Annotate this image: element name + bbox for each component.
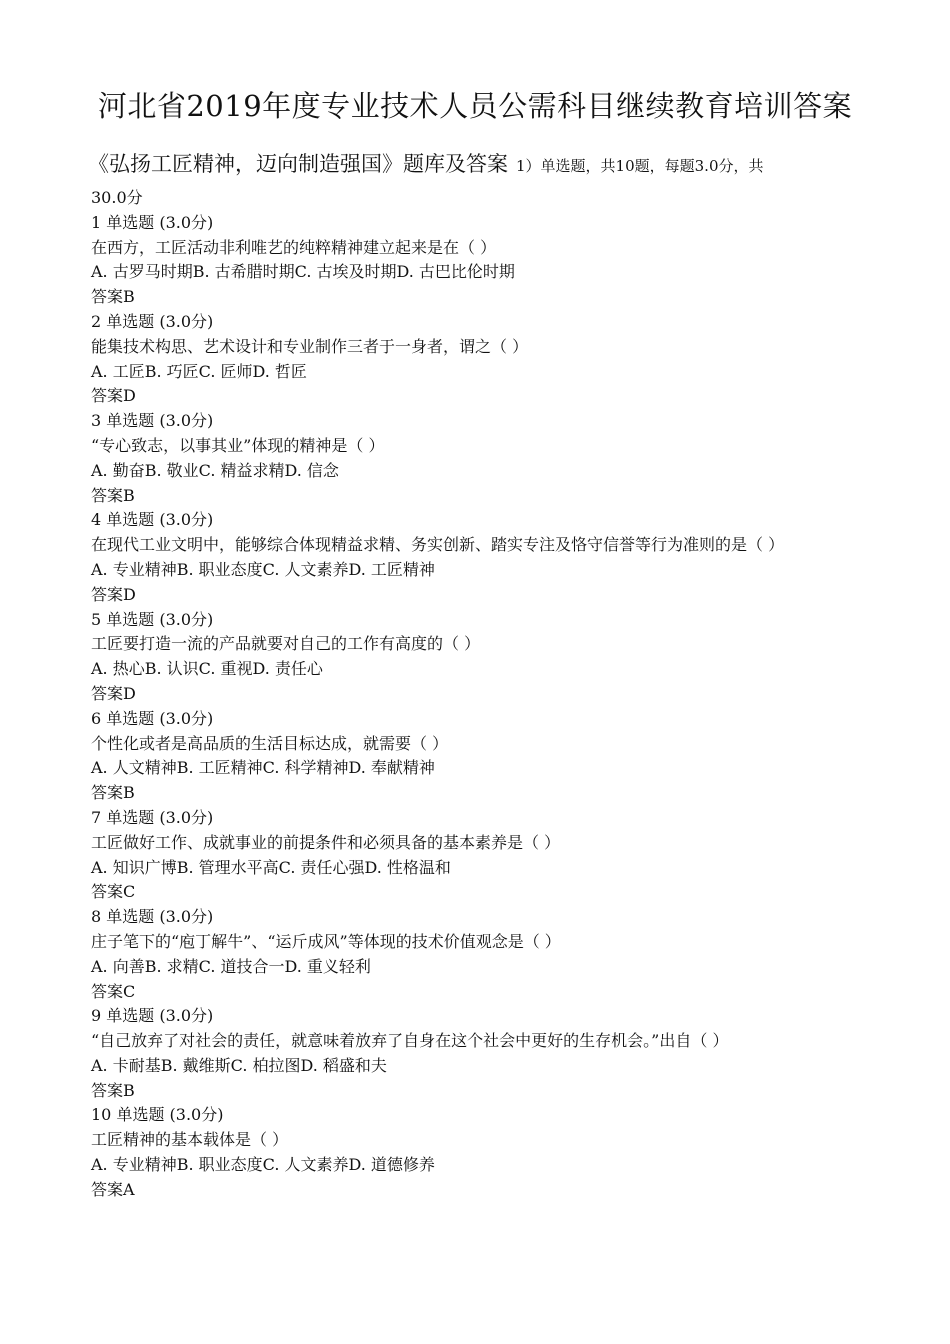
question-answer: 答案D <box>91 386 136 406</box>
question-list <box>91 186 891 1203</box>
question-answer: 答案B <box>91 485 135 505</box>
question-text: 个性化或者是高品质的生活目标达成，就需要（ ） <box>91 733 449 753</box>
question-options: A. 古罗马时期B. 古希腊时期C. 古埃及时期D. 古巴比伦时期 <box>91 262 515 282</box>
question-text: 工匠做好工作、成就事业的前提条件和必须具备的基本素养是（ ） <box>91 832 561 852</box>
question-item <box>91 1004 891 1103</box>
question-item <box>91 409 891 508</box>
question-options: A. 向善B. 求精C. 道技合一D. 重义轻利 <box>91 956 371 976</box>
question-options: A. 卡耐基B. 戴维斯C. 柏拉图D. 稻盛和夫 <box>91 1055 387 1075</box>
document-subtitle: 《弘扬工匠精神，迈向制造强国》题库及答案 <box>88 152 508 176</box>
question-header: 10 单选题 (3.0分) <box>91 1105 224 1125</box>
question-answer: 答案C <box>91 882 136 902</box>
section-intro-continued: 30.0分 <box>91 188 143 207</box>
question-header: 5 单选题 (3.0分) <box>91 609 214 629</box>
document-title: 河北省2019年度专业技术人员公需科目继续教育培训答案 <box>97 89 853 123</box>
question-text: 工匠要打造一流的产品就要对自己的工作有高度的（ ） <box>91 634 481 654</box>
question-header: 7 单选题 (3.0分) <box>91 807 214 827</box>
question-item <box>91 211 891 310</box>
question-options: A. 专业精神B. 职业态度C. 人文素养D. 工匠精神 <box>91 559 435 579</box>
question-answer: 答案B <box>91 783 135 803</box>
question-header: 4 单选题 (3.0分) <box>91 510 214 530</box>
question-header: 8 单选题 (3.0分) <box>91 907 214 927</box>
question-header: 2 单选题 (3.0分) <box>91 311 214 331</box>
question-header: 6 单选题 (3.0分) <box>91 708 214 728</box>
question-text: 能集技术构思、艺术设计和专业制作三者于一身者，谓之（ ） <box>91 336 529 356</box>
section-intro: 1）单选题，共10题，每题3.0分，共 <box>516 157 764 175</box>
question-answer: 答案D <box>91 683 136 703</box>
question-answer: 答案D <box>91 584 136 604</box>
question-answer: 答案A <box>91 1179 135 1199</box>
question-text: “自己放弃了对社会的责任，就意味着放弃了自身在这个社会中更好的生存机会。”出自（ ） <box>91 1031 729 1051</box>
question-answer: 答案B <box>91 1080 135 1100</box>
subtitle-line <box>88 148 908 178</box>
question-item <box>91 707 891 806</box>
question-text: 庄子笔下的“庖丁解牛”、“运斤成风”等体现的技术价值观念是（ ） <box>91 931 561 951</box>
question-text: 在西方，工匠活动非利唯艺的纯粹精神建立起来是在（ ） <box>91 237 497 257</box>
question-options: A. 勤奋B. 敬业C. 精益求精D. 信念 <box>91 460 339 480</box>
question-header: 9 单选题 (3.0分) <box>91 1006 214 1026</box>
question-item <box>91 508 891 607</box>
question-header: 1 单选题 (3.0分) <box>91 212 214 232</box>
question-item <box>91 310 891 409</box>
question-header: 3 单选题 (3.0分) <box>91 411 214 431</box>
question-options: A. 人文精神B. 工匠精神C. 科学精神D. 奉献精神 <box>91 758 435 778</box>
question-text: 在现代工业文明中，能够综合体现精益求精、务实创新、踏实专注及恪守信誉等行为准则的是（ ） <box>91 535 785 555</box>
question-options: A. 知识广博B. 管理水平高C. 责任心强D. 性格温和 <box>91 857 451 877</box>
question-text: 工匠精神的基本载体是（ ） <box>91 1130 289 1150</box>
question-answer: 答案C <box>91 981 136 1001</box>
questions-container <box>91 211 891 1203</box>
question-item <box>91 806 891 905</box>
question-options: A. 工匠B. 巧匠C. 匠师D. 哲匠 <box>91 361 307 381</box>
question-text: “专心致志，以事其业”体现的精神是（ ） <box>91 435 385 455</box>
question-item <box>91 608 891 707</box>
question-options: A. 热心B. 认识C. 重视D. 责任心 <box>91 659 323 679</box>
question-answer: 答案B <box>91 287 135 307</box>
question-options: A. 专业精神B. 职业态度C. 人文素养D. 道德修养 <box>91 1155 435 1175</box>
question-item <box>91 905 891 1004</box>
question-item <box>91 1103 891 1202</box>
